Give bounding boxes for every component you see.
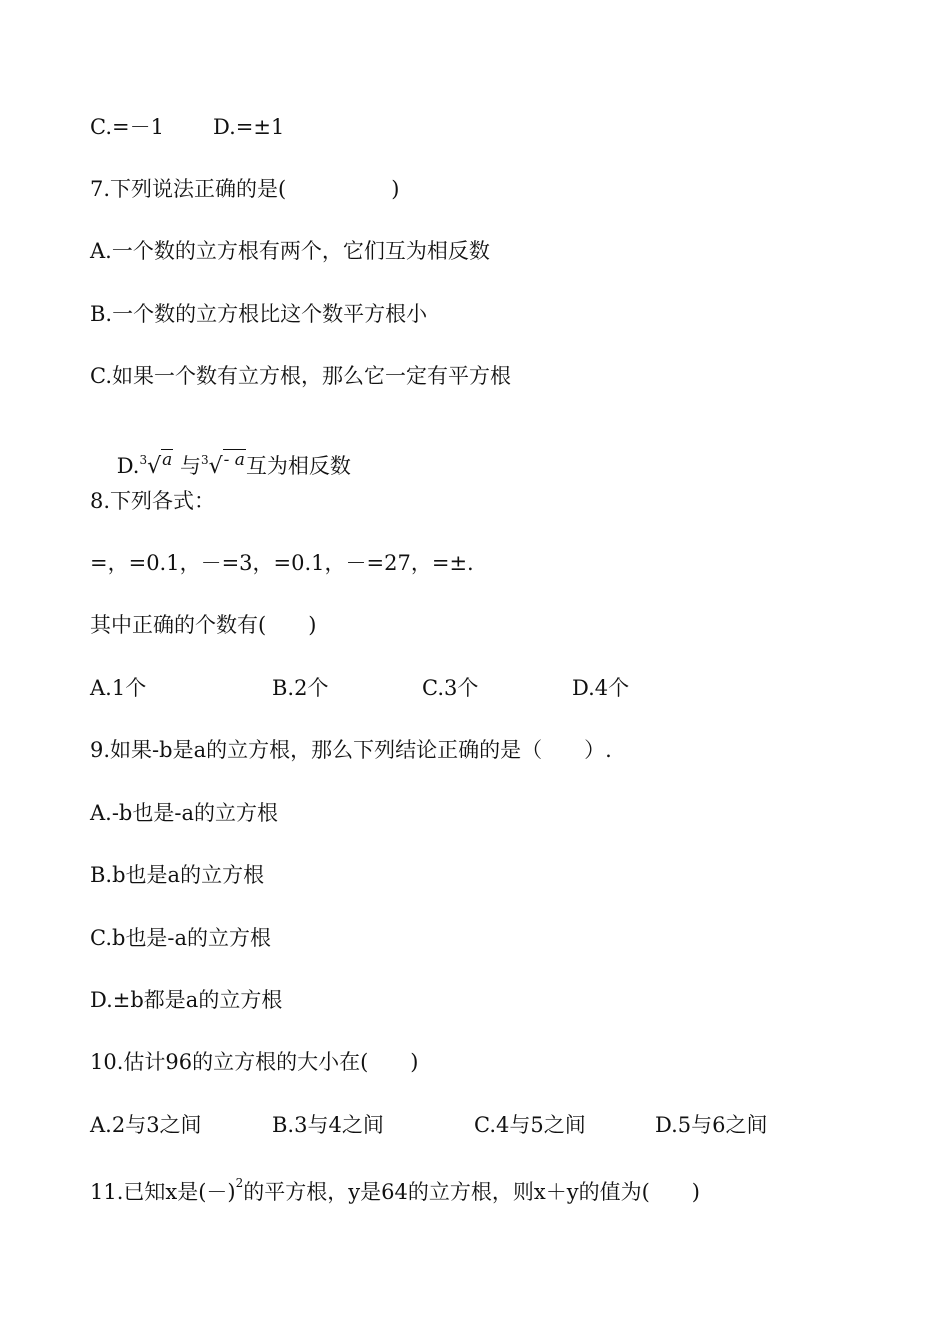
q9-option-b: B.b也是a的立方根 [90, 863, 265, 887]
q11-stem-pre: 11.已知x是(－) [90, 1180, 236, 1204]
q8-ask: 其中正确的个数有( ) [90, 613, 317, 637]
radical-sign-icon: √ [208, 454, 223, 479]
q10-stem: 10.估计96的立方根的大小在( ) [90, 1050, 419, 1074]
q10-option-c: C.4与5之间 [474, 1113, 586, 1137]
q8-formulas: =，=0.1，－=3，=0.1，－=27，=±. [90, 551, 474, 575]
q10-option-d: D.5与6之间 [655, 1113, 768, 1137]
q7-option-d-mid: 与 [179, 454, 201, 478]
root-index: 3 [139, 453, 148, 467]
q6-option-d: D.=±1 [213, 115, 285, 139]
q9-option-d: D.±b都是a的立方根 [90, 988, 283, 1012]
q10-option-a: A.2与3之间 [90, 1113, 202, 1137]
q11-exponent: 2 [235, 1176, 244, 1190]
q7-option-d-suffix: 互为相反数 [245, 454, 351, 478]
q7-option-b: B.一个数的立方根比这个数平方根小 [90, 302, 428, 326]
q10-option-b: B.3与4之间 [272, 1113, 384, 1137]
q7-option-a: A.一个数的立方根有两个，它们互为相反数 [90, 239, 490, 263]
q8-stem: 8.下列各式： [90, 489, 216, 513]
q11-stem-post: 的平方根，y是64的立方根，则x＋y的值为( ) [243, 1180, 700, 1204]
radicand: a [162, 450, 173, 470]
root-index: 3 [200, 453, 209, 467]
radicand: - a [223, 450, 245, 470]
q9-option-c: C.b也是-a的立方根 [90, 926, 272, 950]
cube-root-a [139, 452, 173, 483]
radical-sign-icon: √ [147, 454, 162, 479]
q8-option-a: A.1个 [90, 676, 147, 700]
q8-option-c: C.3个 [422, 676, 479, 700]
q9-stem: 9.如果-b是a的立方根，那么下列结论正确的是（ ）. [90, 738, 612, 762]
q6-option-c: C.=－1 [90, 115, 164, 139]
q11-stem [90, 1173, 700, 1206]
q7-stem: 7.下列说法正确的是( ) [90, 177, 400, 201]
q7-option-d-prefix: D. [116, 454, 140, 478]
q7-option-c: C.如果一个数有立方根，那么它一定有平方根 [90, 364, 511, 388]
q9-option-a: A.-b也是-a的立方根 [90, 801, 278, 825]
q8-option-b: B.2个 [272, 676, 329, 700]
cube-root-neg-a [201, 452, 246, 483]
q8-option-d: D.4个 [572, 676, 630, 700]
